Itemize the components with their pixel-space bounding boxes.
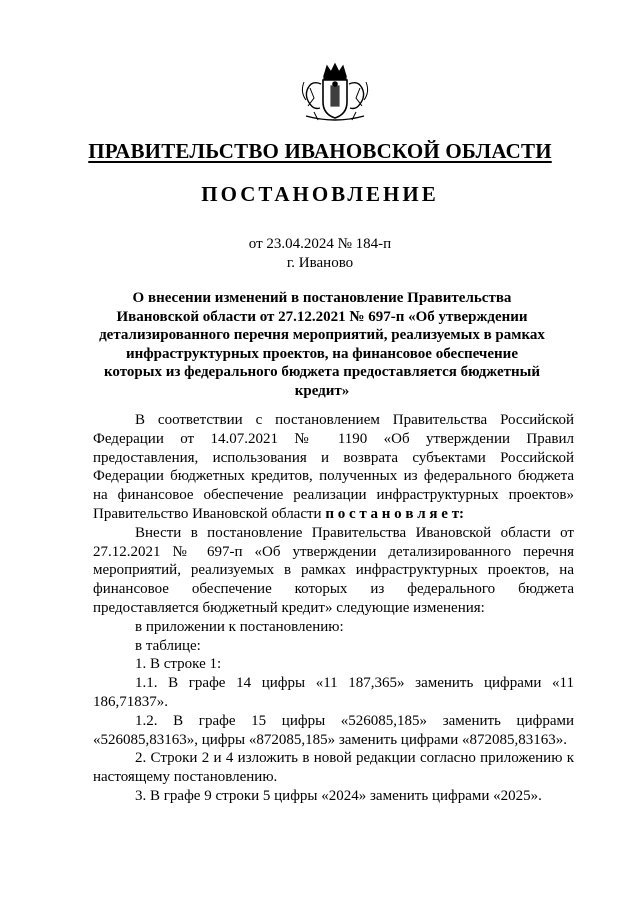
decides-text: п о с т а н о в л я е т:: [325, 505, 465, 522]
document-city: г. Иваново: [286, 255, 354, 271]
document-subject: О внесении изменений в постановление Правительства Ивановской области от 27.12.2021 № 697-п «Об утверждении детализированного перечня мероприятий, реализуемых в рамках инфраструктурных проектов, на финансовое обеспечение которых из федерального бюджета предоставляется бюджетный кредит»: [99, 290, 545, 399]
preamble-paragraph: [93, 411, 574, 524]
item-2: 2. Строки 2 и 4 изложить в новой редакции согласно приложению к настоящему постановлению.: [93, 750, 574, 786]
appendix-line: в приложении к постановлению:: [135, 618, 344, 635]
item-1-1: 1.1. В графе 14 цифры «11 187,365» заменить цифрами «11 186,71837».: [93, 675, 574, 710]
item-1-2: 1.2. В графе 15 цифры «526085,185» заменить цифрами «526085,83163», цифры «872085,185» заменить цифрами «872085,83163».: [93, 712, 574, 748]
ivanovo-coat-of-arms-icon: [294, 62, 376, 124]
table-line: в таблице:: [135, 637, 201, 654]
document-body: [93, 411, 574, 806]
item-3: 3. В графе 9 строки 5 цифры «2024» заменить цифрами «2025».: [135, 787, 542, 804]
government-title: ПРАВИТЕЛЬСТВО ИВАНОВСКОЙ ОБЛАСТИ: [88, 139, 552, 163]
document-date-number: от 23.04.2024 № 184-п: [248, 236, 392, 252]
intro-paragraph: Внести в постановление Правительства Ивановской области от 27.12.2021 № 697-п «Об утверждении детализированного перечня мероприятий, реализуемых в рамках инфраструктурных проектов, на финансовое обеспечение которых из федерального бюджета предоставляется бюджетный кредит» следующие изменения:: [93, 524, 574, 616]
item-1: 1. В строке 1:: [135, 656, 222, 673]
document-type: ПОСТАНОВЛЕНИЕ: [201, 182, 439, 206]
preamble-text: В соответствии с постановлением Правительства Российской Федерации от 14.07.2021 № 1190 «Об утверждении Правил предоставления, использования и возврата субъектами Российской Федерации бюджетных кредитов, полученных из федерального бюджета на финансовое обеспечение реализации инфраструктурных проектов» Правительство Ивановской области: [93, 412, 574, 522]
